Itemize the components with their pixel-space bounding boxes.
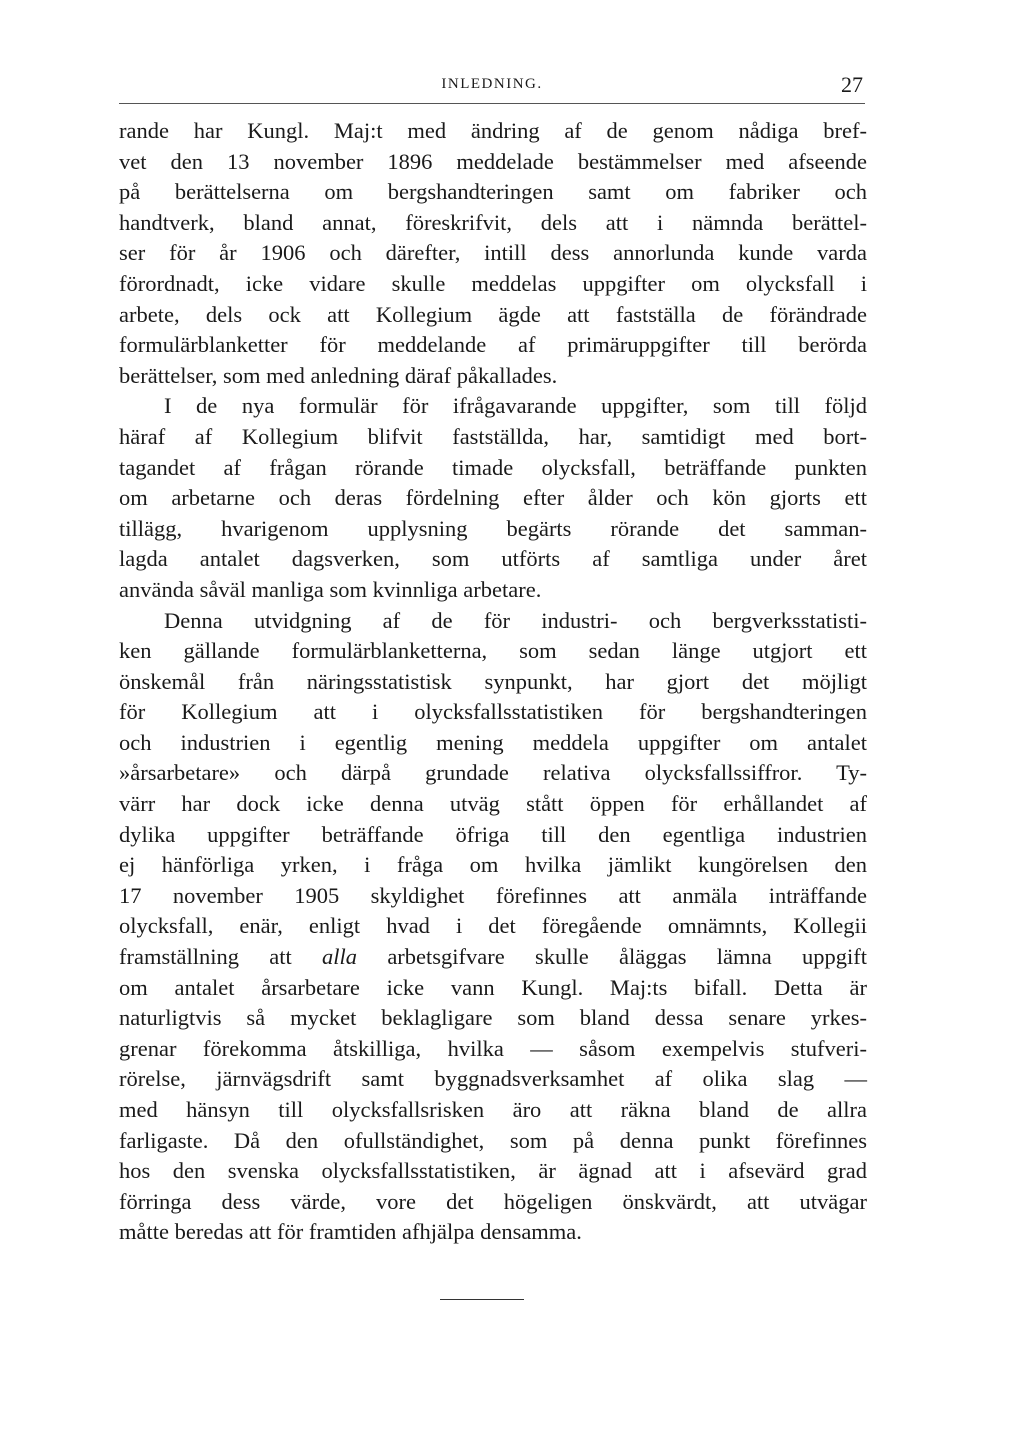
text-line: tagandet af frågan rörande timade olycksfall, beträffande punkten [119, 454, 867, 480]
header-rule [119, 103, 865, 104]
text-line: förringa dess värde, vore det högeligen önskvärdt, att utvägar [119, 1188, 867, 1214]
text-line: handtverk, bland annat, föreskrifvit, dels att i nämnda berättel- [119, 209, 867, 235]
paragraph-3 [119, 606, 867, 1248]
text-line: grenar förekomma åtskilliga, hvilka — såsom exempelvis stufveri- [119, 1035, 867, 1061]
text-line: 17 november 1905 skyldighet förefinnes att anmäla inträffande [119, 882, 867, 908]
running-title: INLEDNING. [441, 76, 543, 92]
paragraph-2 [119, 391, 867, 605]
text-line: värr har dock icke denna utväg stått öppen för erhållandet af [119, 791, 867, 817]
text-line: rande har Kungl. Maj:t med ändring af de genom nådiga bref- [119, 118, 867, 143]
text-line: ser för år 1906 och därefter, intill dess annorlunda kunde varda [119, 240, 867, 266]
text-line: önskemål från näringsstatistisk synpunkt, har gjort det möjligt [119, 668, 867, 694]
text-line: häraf af Kollegium blifvit fastställda, har, samtidigt med bort- [119, 423, 867, 449]
text-line: formulärblanketter för meddelande af primäruppgifter till berörda [119, 332, 867, 358]
text-line: dylika uppgifter beträffande öfriga till den egentliga industrien [119, 821, 867, 847]
body-text [119, 116, 867, 1248]
text-line-with-emphasis [119, 942, 867, 973]
text-line: på berättelserna om bergshandteringen samt om fabriker och [119, 179, 867, 205]
text-line: ken gällande formulärblanketterna, som sedan länge utgjort ett [119, 638, 867, 664]
section-end-rule [440, 1299, 524, 1300]
text-line: om arbetarne och deras fördelning efter ålder och kön gjorts ett [119, 485, 867, 511]
text-line: tillägg, hvarigenom upplysning begärts rörande det samman- [119, 515, 867, 541]
text-line: »årsarbetare» och därpå grundade relativa olycksfallssiffror. Ty- [119, 760, 867, 786]
running-head [119, 72, 865, 98]
text-line: förordnadt, icke vidare skulle meddelas uppgifter om olycksfall i [119, 270, 867, 296]
text-segment: framställning att [119, 944, 292, 970]
text-line: för Kollegium att i olycksfallsstatistiken för bergshandteringen [119, 699, 867, 725]
text-line: vet den 13 november 1896 meddelade bestämmelser med afseende [119, 148, 867, 174]
text-line: lagda antalet dagsverken, som utförts af samtliga under året [119, 546, 867, 572]
text-segment: arbetsgifvare skulle åläggas lämna uppgift [387, 944, 868, 970]
paragraph-1 [119, 116, 867, 391]
text-line: om antalet årsarbetare icke vann Kungl. Maj:ts bifall. Detta är [119, 974, 867, 1000]
text-line: använda såväl manliga som kvinnliga arbetare. [119, 576, 542, 602]
page-number: 27 [841, 72, 863, 97]
text-line: ej hänförliga yrken, i fråga om hvilka jämlikt kungörelsen den [119, 852, 867, 878]
text-line: arbete, dels ock att Kollegium ägde att fastställa de förändrade [119, 301, 867, 327]
text-line: hos den svenska olycksfallsstatistiken, är ägnad att i afsevärd grad [119, 1158, 867, 1184]
text-line: med hänsyn till olycksfallsrisken äro att räkna bland de allra [119, 1097, 867, 1122]
text-line: I de nya formulär för ifrågavarande uppgifter, som till följd [164, 393, 867, 419]
text-line: måtte beredas att för framtiden afhjälpa densamma. [119, 1219, 582, 1245]
text-line: olycksfall, enär, enligt hvad i det föregående omnämnts, Kollegii [119, 913, 867, 939]
text-line: naturligtvis så mycket beklagligare som bland dessa senare yrkes- [119, 1005, 867, 1031]
text-line: och industrien i egentlig mening meddela uppgifter om antalet [119, 729, 867, 755]
emphasis-word: alla [322, 944, 358, 970]
text-line: Denna utvidgning af de för industri- och bergverksstatisti- [164, 607, 867, 633]
text-line: farligaste. Då den ofullständighet, som på denna punkt förefinnes [119, 1127, 867, 1153]
text-line: rörelse, järnvägsdrift samt byggnadsverksamhet af olika slag — [119, 1066, 867, 1092]
text-line: berättelser, som med anledning däraf påkallades. [119, 362, 558, 388]
